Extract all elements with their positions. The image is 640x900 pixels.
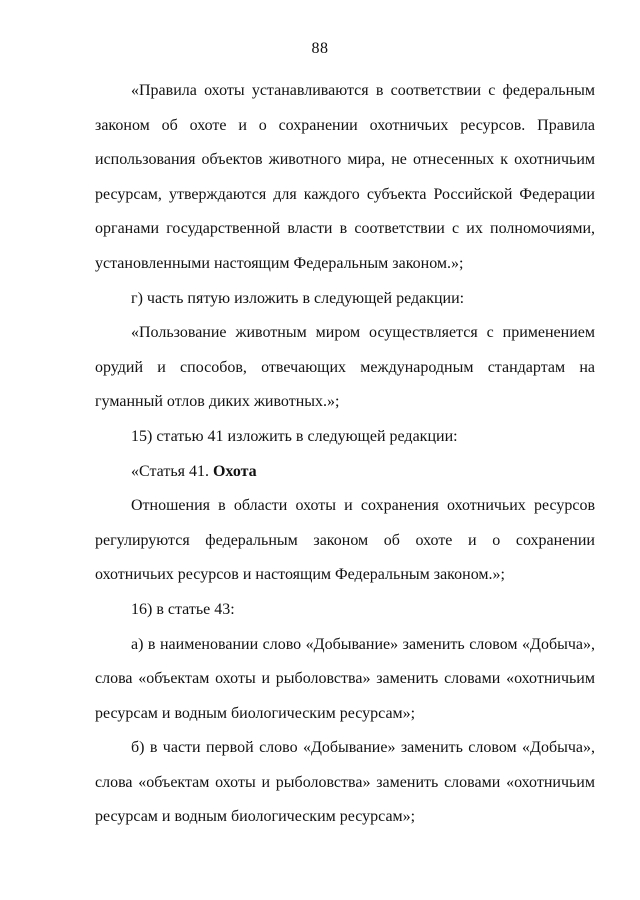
paragraph-item-15: 15) статью 41 изложить в следующей редакции: (131, 427, 458, 445)
paragraph-article-41-heading (95, 455, 595, 490)
article-label: «Статья 41. (131, 462, 213, 480)
paragraph-item-16: 16) в статье 43: (131, 600, 235, 618)
paragraph-use-of-fauna: «Пользование животным миром осуществляется с применением орудий и способов, отвечающих международным стандартам на гуманный отлов диких животных.»; (95, 324, 595, 411)
page-number: 88 (311, 40, 329, 57)
paragraph-hunting-rules: «Правила охоты устанавливаются в соответствии с федеральным законом об охоте и о сохранении охотничьих ресурсов. Правила использования объектов животного мира, не отнесенных к охотничьим ресурсам, утверждаются для каждого субъекта Российской Федерации органами государственной власти в соответствии с их полномочиями, установленными настоящим Федеральным законом.»; (95, 82, 595, 272)
article-title: Охота (212, 462, 257, 480)
paragraph-hunting-relations: Отношения в области охоты и сохранения охотничьих ресурсов регулируются федеральным законом об охоте и о сохранении охотничьих ресурсов и настоящим Федеральным законом.»; (95, 497, 595, 584)
document-body (95, 74, 595, 835)
paragraph-item-b: б) в части первой слово «Добывание» заменить словом «Добыча», слова «объектам охоты и рыболовства» заменить словами «охотничьим ресурсам и водным биологическим ресурсам»; (95, 739, 595, 826)
paragraph-item-a: а) в наименовании слово «Добывание» заменить словом «Добыча», слова «объектам охоты и рыболовства» заменить словами «охотничьим ресурсам и водным биологическим ресурсам»; (95, 635, 595, 722)
paragraph-item-g: г) часть пятую изложить в следующей редакции: (131, 289, 465, 307)
